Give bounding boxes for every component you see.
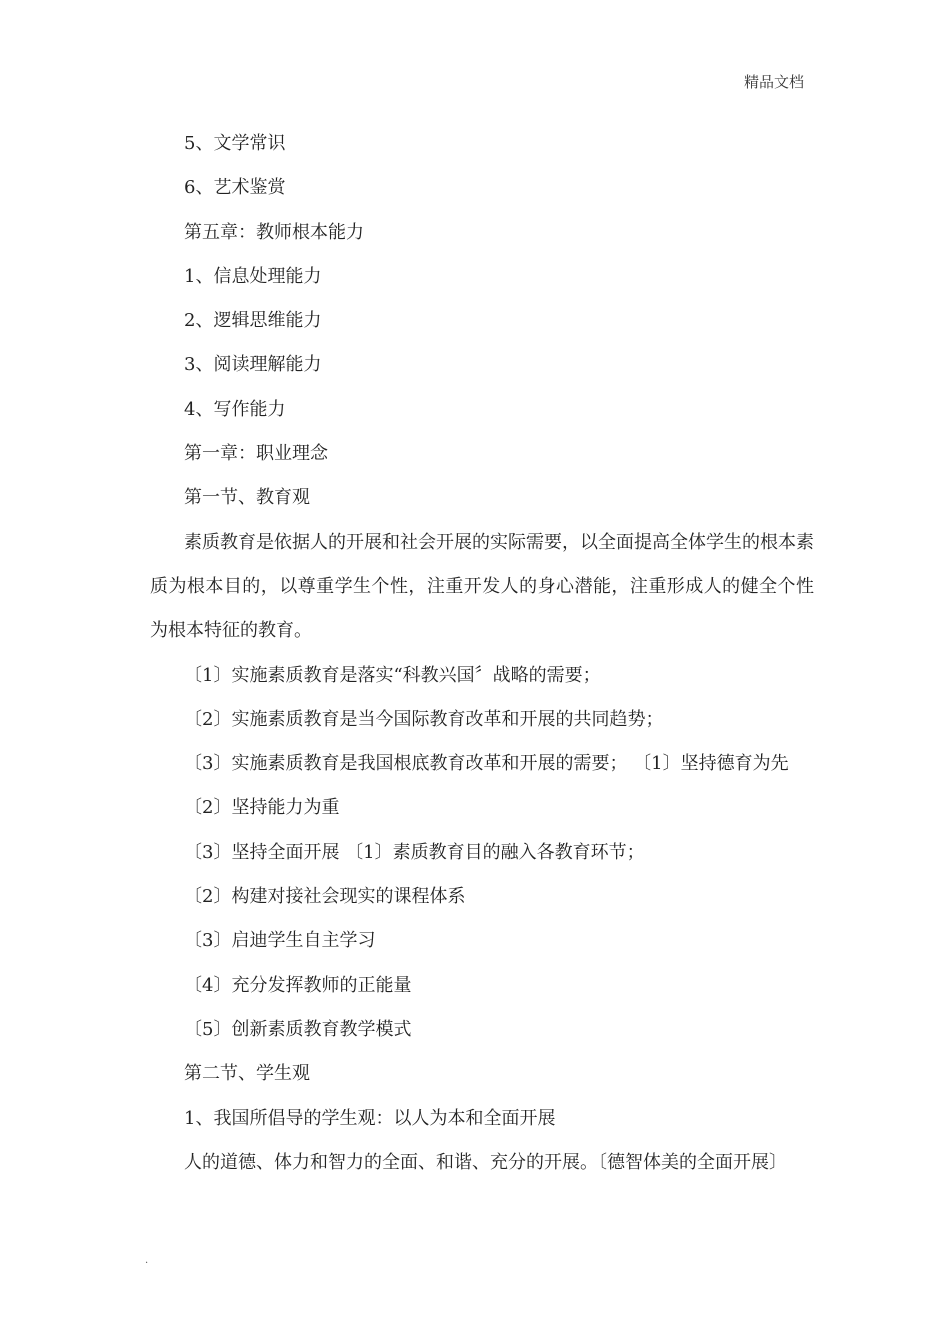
chapter-heading: 第五章：教师根本能力 <box>184 221 364 243</box>
footer-mark: . <box>145 1255 149 1266</box>
list-item: 2、逻辑思维能力 <box>184 310 322 332</box>
body-line: 人的道德、体力和智力的全面、和谐、充分的开展。〔德智体美的全面开展〕 <box>184 1151 787 1173</box>
body-paragraph: 素质教育是依据人的开展和社会开展的实际需要，以全面提高全体学生的根本素质为根本目的，以尊重学生个性，注重开发人的身心潜能，注重形成人的健全个性为根本特征的教育。 <box>150 531 814 642</box>
list-item: 〔1〕实施素质教育是落实“科教兴国〞战略的需要； <box>184 664 601 686</box>
section-heading: 第二节、学生观 <box>184 1063 310 1085</box>
list-item: 〔2〕构建对接社会现实的课程体系 <box>184 886 466 908</box>
list-item: 〔3〕坚持全面开展 〔1〕素质教育目的融入各教育环节； <box>184 841 645 863</box>
list-item: 4、写作能力 <box>184 398 286 420</box>
list-item: 〔4〕充分发挥教师的正能量 <box>184 974 412 996</box>
chapter-heading: 第一章：职业理念 <box>184 443 328 465</box>
list-item: 〔2〕实施素质教育是当今国际教育改革和开展的共同趋势； <box>184 708 664 730</box>
list-item: 5、文学常识 <box>184 133 286 154</box>
list-item: 〔5〕创新素质教育教学模式 <box>184 1018 412 1040</box>
document-body <box>150 122 814 1185</box>
list-item: 3、阅读理解能力 <box>184 354 322 376</box>
list-item: 〔3〕启迪学生自主学习 <box>184 930 376 952</box>
list-item: 6、艺术鉴赏 <box>184 177 286 199</box>
list-item: 〔2〕坚持能力为重 <box>184 797 340 819</box>
list-item: 1、信息处理能力 <box>184 265 322 287</box>
section-heading: 第一节、教育观 <box>184 487 310 509</box>
list-item: 1、我国所倡导的学生观：以人为本和全面开展 <box>184 1107 556 1129</box>
page-header-label: 精品文档 <box>743 73 804 91</box>
body-paragraph: 〔3〕实施素质教育是我国根底教育改革和开展的需要； 〔1〕坚持德育为先 <box>184 753 789 775</box>
